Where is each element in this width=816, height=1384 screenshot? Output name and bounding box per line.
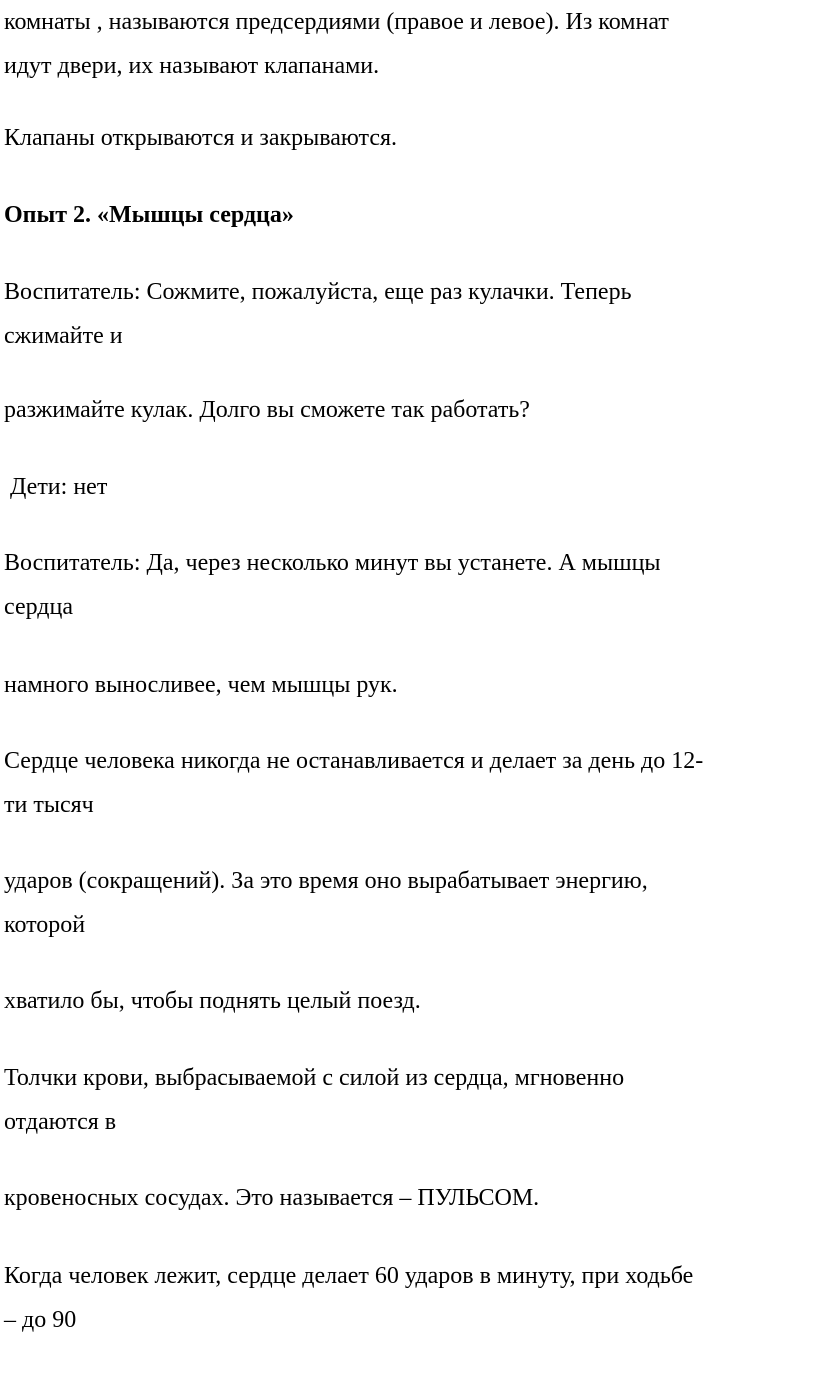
paragraph-atria-valves: [4, 0, 812, 88]
text-line: Сердце человека никогда не останавливается и делает за день до 12-: [4, 748, 704, 774]
heading-text: Опыт 2. «Мышцы сердца»: [4, 202, 294, 228]
text-line: хватило бы, чтобы поднять целый поезд.: [4, 988, 421, 1014]
paragraph-lift-train: [4, 979, 812, 1023]
paragraph-blood-pushes: [4, 1056, 812, 1144]
text-line: Дети: нет: [4, 474, 108, 500]
paragraph-heart-muscle: [4, 663, 812, 707]
paragraph-valves-open-close: [4, 116, 812, 160]
text-line: отдаются в: [4, 1109, 117, 1135]
text-line: Клапаны открываются и закрываются.: [4, 125, 398, 151]
experiment-heading: [4, 193, 812, 237]
text-line: Воспитатель: Сожмите, пожалуйста, еще раз кулачки. Теперь: [4, 279, 632, 305]
text-line: сжимайте и: [4, 323, 123, 349]
text-line: Толчки крови, выбрасываемой с силой из сердца, мгновенно: [4, 1065, 625, 1091]
text-line: ударов (сокращений). За это время оно вырабатывает энергию,: [4, 868, 648, 894]
text-line: намного выносливее, чем мышцы рук.: [4, 672, 398, 698]
text-line: комнаты , называются предсердиями (правое и левое). Из комнат: [4, 9, 669, 35]
paragraph-unclench: [4, 388, 812, 432]
text-line: идут двери, их называют клапанами.: [4, 53, 380, 79]
text-line: Когда человек лежит, сердце делает 60 ударов в минуту, при ходьбе: [4, 1263, 694, 1289]
paragraph-children-answer: [4, 465, 812, 509]
paragraph-beats-energy: [4, 859, 812, 947]
paragraph-heart-rate: [4, 1254, 812, 1342]
text-line: сердца: [4, 594, 73, 620]
paragraph-pulse: [4, 1176, 812, 1220]
text-line: Воспитатель: Да, через несколько минут вы устанете. А мышцы: [4, 550, 661, 576]
text-line: которой: [4, 912, 86, 938]
paragraph-heart-never-stops: [4, 739, 812, 827]
paragraph-teacher-fists: [4, 270, 812, 358]
text-line: кровеносных сосудах. Это называется – ПУЛЬСОМ.: [4, 1185, 540, 1211]
paragraph-teacher-tired: [4, 541, 812, 629]
text-line: – до 90: [4, 1307, 77, 1333]
text-line: ти тысяч: [4, 792, 94, 818]
text-line: разжимайте кулак. Долго вы сможете так работать?: [4, 397, 530, 423]
